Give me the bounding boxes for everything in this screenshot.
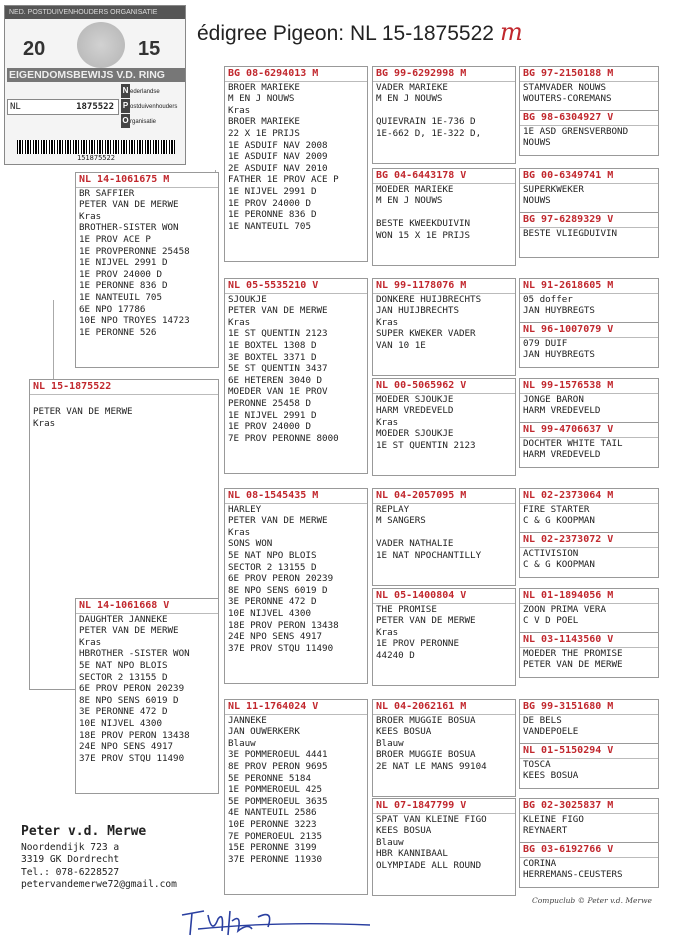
pigeon-info-line: ACTIVISION: [523, 547, 579, 559]
pigeon-g11: [519, 588, 659, 634]
badge-o: O: [121, 114, 130, 128]
pigeon-info-line: 18E PROV PERON 13438: [79, 729, 190, 741]
pigeon-ddd: [372, 798, 516, 896]
pigeon-sire-dam: [224, 278, 368, 474]
pigeon-info-line: 1E POMMEROEUL 425: [228, 784, 323, 796]
pigeon-info-line: NOUWS: [523, 137, 551, 149]
pigeon-info-line: WOUTERS-COREMANS: [523, 93, 612, 105]
pigeon-dam-dam: [224, 699, 368, 895]
pigeon-info-line: QUIEVRAIN 1E-736 D: [376, 116, 476, 128]
pigeon-info-line: C & G KOOPMAN: [523, 515, 595, 527]
pigeon-info-line: 6E HETEREN 3040 D: [228, 374, 323, 386]
pigeon-g4: [519, 212, 659, 258]
pigeon-info-line: JAN HUYBREGTS: [523, 305, 595, 317]
pigeon-info-line: 3E POMMEROEUL 4441: [228, 749, 328, 761]
pigeon-info-line: CORINA: [523, 857, 557, 869]
connector: [53, 300, 54, 385]
pigeon-info-line: PETER VAN DE MERWE: [228, 515, 328, 527]
pigeon-info-line: NOUWS: [523, 195, 551, 207]
pigeon-info-line: KEES BOSUA: [376, 825, 432, 837]
pigeon-info-line: SECTOR 2 13155 D: [228, 561, 317, 573]
pigeon-info-line: HERREMANS-CEUSTERS: [523, 869, 623, 881]
pigeon-info-line: Kras: [79, 210, 102, 222]
pigeon-info-line: 10E NIJVEL 4300: [79, 717, 162, 729]
ring-number: NL 02-2373064 M: [520, 489, 658, 504]
ring-year: 20: [23, 38, 46, 60]
pigeon-info-line: 1E NAT NPOCHANTILLY: [376, 549, 482, 561]
pigeon-info-line: 079 DUIF: [523, 337, 568, 349]
pigeon-info-line: 15E PERONNE 3199: [228, 842, 317, 854]
pigeon-info-line: BROER MUGGIE BOSUA: [376, 714, 476, 726]
pigeon-info-line: THE PROMISE: [376, 603, 437, 615]
pigeon-info-line: 1E PERONNE 836 D: [79, 280, 168, 292]
owner-email: petervandemerwe72@gmail.com: [21, 879, 177, 890]
pigeon-info-line: 1E PROV PERONNE: [376, 638, 459, 650]
pigeon-dam: [75, 598, 219, 794]
pigeon-info-line: PETER VAN DE MERWE: [79, 625, 179, 637]
pigeon-info-line: PETER VAN DE MERWE: [79, 199, 179, 211]
ring-number: NL 04-2057095 M: [373, 489, 515, 504]
pigeon-g15: [519, 798, 659, 844]
ring-number-row: [7, 99, 119, 115]
pigeon-info-line: Blauw: [376, 737, 404, 749]
ring-number: 1875522: [76, 102, 114, 112]
pigeon-info-line: 3E PERONNE 472 D: [79, 706, 168, 718]
pigeon-info-line: HBR KANNIBAAL: [376, 848, 448, 860]
ring-number: NL 07-1847799 V: [373, 799, 515, 814]
ring-number: NL 11-1764024 V: [225, 700, 367, 715]
pigeon-info-line: Kras: [79, 636, 102, 648]
ring-number: NL 01-5150294 V: [520, 744, 658, 759]
pigeon-info-line: 5E NAT NPO BLOIS: [79, 659, 168, 671]
pigeon-info-line: FIRE STARTER: [523, 503, 590, 515]
pigeon-info-line: BROTHER-SISTER WON: [79, 222, 179, 234]
pigeon-info-line: 3E BOXTEL 3371 D: [228, 351, 317, 363]
pigeon-info-line: 1E NANTEUIL 705: [79, 291, 162, 303]
ring-number: BG 00-6349741 M: [520, 169, 658, 184]
pigeon-info-line: DONKERE HUIJBRECHTS: [376, 293, 482, 305]
ring-number: NL 96-1007079 V: [520, 323, 658, 338]
pigeon-info-line: OLYMPIADE ALL ROUND: [376, 859, 482, 871]
ring-number: BG 02-3025837 M: [520, 799, 658, 814]
pigeon-info-line: 8E NPO SENS 6019 D: [79, 694, 179, 706]
pigeon-g7: [519, 378, 659, 424]
pigeon-info-line: 10E NPO TROYES 14723: [79, 315, 190, 327]
pigeon-info-line: 8E NPO SENS 6019 D: [228, 584, 328, 596]
pigeon-info-line: 10E PERONNE 3223: [228, 818, 317, 830]
pigeon-info-line: 24E NPO SENS 4917: [79, 741, 174, 753]
ring-number: NL 99-1178076 M: [373, 279, 515, 294]
ring-header: NED. POSTDUIVENHOUDERS ORGANISATIE: [5, 6, 185, 19]
pigeon-info-line: VADER NATHALIE: [376, 538, 454, 550]
owner-tel: Tel.: 078-6228527: [21, 866, 120, 878]
pigeon-info-line: M SANGERS: [376, 515, 426, 527]
ring-number: BG 97-2150188 M: [520, 67, 658, 82]
pigeon-info-line: HARM VREDEVELD: [523, 405, 601, 417]
badge-o-text: rganisatie: [130, 119, 157, 125]
pigeon-info-line: MOEDER VAN 1E PROV: [228, 386, 328, 398]
pigeon-info-line: 2E ASDUIF NAV 2010: [228, 162, 328, 174]
pigeon-ssd: [372, 168, 516, 266]
pigeon-info-line: 1E PROV 24000 D: [79, 268, 162, 280]
pigeon-info-line: VADER MARIEKE: [376, 81, 448, 93]
pigeon-info-line: ZOON PRIMA VERA: [523, 603, 606, 615]
ring-number: NL 02-2373072 V: [520, 533, 658, 548]
ring-barcode: [17, 140, 175, 154]
pigeon-info-line: C V D POEL: [523, 615, 579, 627]
pigeon-dds: [372, 699, 516, 797]
ring-barcode-number: 151875522: [77, 154, 115, 162]
pigeon-info-line: MOEDER MARIEKE: [376, 183, 454, 195]
pigeon-info-line: M EN J NOUWS: [228, 93, 295, 105]
pigeon-info-line: Kras: [228, 104, 251, 116]
ring-number: NL 03-1143560 V: [520, 633, 658, 648]
pigeon-info-line: 7E PROV PERONNE 8000: [228, 432, 339, 444]
pigeon-g9: [519, 488, 659, 534]
pigeon-info-line: JONGE BARON: [523, 393, 584, 405]
ring-number: NL 14-1061668 V: [76, 599, 218, 614]
pigeon-info-line: Kras: [376, 626, 399, 638]
pigeon-info-line: JAN OUWERKERK: [228, 726, 300, 738]
ring-number: BG 99-6292998 M: [373, 67, 515, 82]
pigeon-info-line: 44240 D: [376, 649, 415, 661]
pigeon-info-line: 6E PROV PERON 20239: [228, 573, 334, 585]
pigeon-info-line: BESTE VLIEGDUIVIN: [523, 227, 618, 239]
ring-number: BG 08-6294013 M: [225, 67, 367, 82]
pigeon-info-line: Kras: [228, 526, 251, 538]
pigeon-info-line: Blauw: [228, 737, 256, 749]
pigeon-info-line: MOEDER THE PROMISE: [523, 647, 623, 659]
title-text: édigree Pigeon: NL 15-1875522: [197, 22, 494, 45]
pigeon-info-line: Blauw: [376, 836, 404, 848]
signature-image: [178, 905, 378, 939]
pigeon-info-line: 1E-662 D, 1E-322 D,: [376, 127, 482, 139]
pigeon-info-line: SECTOR 2 13155 D: [79, 671, 168, 683]
ring-badges: [121, 84, 177, 129]
ring-number: NL 15-1875522: [30, 380, 218, 395]
pigeon-info-line: C & G KOOPMAN: [523, 559, 595, 571]
owner-address: Noordendijk 723 a: [21, 841, 120, 853]
ring-number: NL 91-2618605 M: [520, 279, 658, 294]
pigeon-info-line: SONS WON: [228, 538, 273, 550]
ring-number: NL 99-1576538 M: [520, 379, 658, 394]
pigeon-sire: [75, 172, 219, 368]
ring-number: NL 04-2062161 M: [373, 700, 515, 715]
pigeon-sds: [372, 278, 516, 376]
pigeon-dss: [372, 488, 516, 586]
owner-info: [21, 826, 177, 892]
pigeon-info-line: 3E PERONNE 472 D: [228, 596, 317, 608]
pigeon-info-line: 1E ASD GRENSVERBOND: [523, 125, 629, 137]
pigeon-info-line: DOCHTER WHITE TAIL: [523, 437, 623, 449]
ring-crest-icon: [77, 22, 125, 68]
pigeon-info-line: PERONNE 25458 D: [228, 397, 311, 409]
pigeon-info-line: MOEDER SJOUKJE: [376, 393, 454, 405]
pigeon-g1: [519, 66, 659, 112]
pigeon-info-line: 37E PERONNE 11930: [228, 853, 323, 865]
pigeon-info-line: KEES BOSUA: [523, 770, 579, 782]
pigeon-info-line: BROER MUGGIE BOSUA: [376, 749, 476, 761]
pigeon-info-line: PETER VAN DE MERWE: [33, 406, 133, 418]
pigeon-g6: [519, 322, 659, 368]
pigeon-info-line: 1E NANTEUIL 705: [228, 220, 311, 232]
pigeon-info-line: [373, 527, 515, 539]
pigeon-info-line: 6E PROV PERON 20239: [79, 683, 185, 695]
pigeon-info-line: 1E PROV ACE P: [79, 233, 151, 245]
pigeon-info-line: BESTE KWEEKDUIVIN: [376, 218, 471, 230]
ring-number: NL 08-1545435 M: [225, 489, 367, 504]
pigeon-info-line: 22 X 1E PRIJS: [228, 127, 300, 139]
pigeon-info-line: SUPER KWEKER VADER: [376, 328, 476, 340]
pigeon-info-line: Kras: [33, 417, 56, 429]
pigeon-info-line: 37E PROV STQU 11490: [228, 642, 334, 654]
pigeon-info-line: FATHER 1E PROV ACE P: [228, 174, 339, 186]
pigeon-info-line: 5E POMMEROEUL 3635: [228, 795, 328, 807]
ring-number: NL 01-1894056 M: [520, 589, 658, 604]
pigeon-info-line: 4E NANTEUIL 2586: [228, 807, 317, 819]
pigeon-info-line: 24E NPO SENS 4917: [228, 631, 323, 643]
pigeon-info-line: BROER MARIEKE: [228, 81, 300, 93]
pigeon-info-line: SUPERKWEKER: [523, 183, 584, 195]
pigeon-info-line: HARM VREDEVELD: [376, 405, 454, 417]
pigeon-info-line: 1E ST QUENTIN 2123: [228, 328, 328, 340]
pigeon-info-line: JANNEKE: [228, 714, 267, 726]
pigeon-info-line: 1E ASDUIF NAV 2009: [228, 151, 328, 163]
pigeon-info-line: [30, 395, 218, 407]
pigeon-info-line: 10E NIJVEL 4300: [228, 607, 311, 619]
ring-certificate: [4, 5, 186, 165]
pigeon-info-line: VAN 10 1E: [376, 339, 426, 351]
pigeon-info-line: 05 doffer: [523, 293, 573, 305]
ring-number: BG 98-6304927 V: [520, 111, 658, 126]
pigeon-info-line: JAN HUIJBRECHTS: [376, 305, 459, 317]
pigeon-info-line: 1E ST QUENTIN 2123: [376, 439, 476, 451]
pigeon-info-line: 5E NAT NPO BLOIS: [228, 549, 317, 561]
pigeon-info-line: Kras: [228, 316, 251, 328]
pigeon-info-line: 1E ASDUIF NAV 2008: [228, 139, 328, 151]
pigeon-g2: [519, 110, 659, 156]
pigeon-info-line: M EN J NOUWS: [376, 93, 443, 105]
title-handwritten-mark: m: [499, 18, 523, 46]
pigeon-info-line: WON 15 X 1E PRIJS: [376, 229, 471, 241]
pigeon-info-line: Kras: [376, 416, 399, 428]
pigeon-info-line: SPAT VAN KLEINE FIGO: [376, 813, 487, 825]
ring-number: NL 05-5535210 V: [225, 279, 367, 294]
pigeon-g14: [519, 743, 659, 789]
pigeon-info-line: REPLAY: [376, 503, 410, 515]
pigeon-info-line: 8E PROV PERON 9695: [228, 760, 328, 772]
pigeon-info-line: HBROTHER -SISTER WON: [79, 648, 190, 660]
pigeon-g3: [519, 168, 659, 214]
pigeon-info-line: 1E NIJVEL 2991 D: [79, 257, 168, 269]
pigeon-g12: [519, 632, 659, 678]
ring-year-right: 15: [138, 38, 161, 60]
signature-drawing: [178, 905, 378, 939]
pigeon-info-line: PETER VAN DE MERWE: [228, 305, 328, 317]
badge-n-text: ederlandse: [130, 89, 160, 95]
pigeon-info-line: KLEINE FIGO: [523, 813, 584, 825]
footer-credit: Compuclub © Peter v.d. Merwe: [532, 896, 652, 905]
pigeon-info-line: 37E PROV STQU 11490: [79, 752, 185, 764]
pigeon-info-line: JAN HUYBREGTS: [523, 349, 595, 361]
pigeon-info-line: 1E PERONNE 836 D: [228, 209, 317, 221]
pigeon-g8: [519, 422, 659, 468]
ring-number: NL 99-4706637 V: [520, 423, 658, 438]
ring-country: NL: [10, 102, 21, 112]
pigeon-sire-sire: [224, 66, 368, 262]
pigeon-dsd: [372, 588, 516, 686]
pigeon-info-line: 7E POMEROEUL 2135: [228, 830, 323, 842]
ring-number: BG 04-6443178 V: [373, 169, 515, 184]
pigeon-info-line: [373, 207, 515, 219]
pigeon-info-line: HARLEY: [228, 503, 262, 515]
pigeon-info-line: BROER MARIEKE: [228, 116, 300, 128]
pigeon-info-line: STAMVADER NOUWS: [523, 81, 606, 93]
pigeon-info-line: TOSCA: [523, 758, 551, 770]
pigeon-g10: [519, 532, 659, 578]
pigeon-info-line: 5E PERONNE 5184: [228, 772, 311, 784]
pigeon-info-line: 2E NAT LE MANS 99104: [376, 760, 487, 772]
pigeon-sdd: [372, 378, 516, 476]
pigeon-info-line: KEES BOSUA: [376, 726, 432, 738]
badge-p-text: ostduivenhouders: [130, 104, 178, 110]
ring-number: BG 03-6192766 V: [520, 843, 658, 858]
pigeon-info-line: 1E BOXTEL 1308 D: [228, 339, 317, 351]
pigeon-info-line: PETER VAN DE MERWE: [523, 659, 623, 671]
pigeon-info-line: PETER VAN DE MERWE: [376, 615, 476, 627]
owner-name: Peter v.d. Merwe: [21, 824, 147, 839]
ring-number: NL 00-5065962 V: [373, 379, 515, 394]
pigeon-info-line: 5E ST QUENTIN 3437: [228, 363, 328, 375]
ring-number: BG 97-6289329 V: [520, 213, 658, 228]
pigeon-info-line: 1E NIJVEL 2991 D: [228, 185, 317, 197]
pigeon-g5: [519, 278, 659, 324]
pigeon-info-line: BR SAFFIER: [79, 187, 135, 199]
pigeon-info-line: 6E NPO 17786: [79, 303, 146, 315]
pigeon-info-line: 18E PROV PERON 13438: [228, 619, 339, 631]
pigeon-info-line: DAUGHTER JANNEKE: [79, 613, 168, 625]
pigeon-info-line: 1E NIJVEL 2991 D: [228, 409, 317, 421]
pigeon-sss: [372, 66, 516, 164]
pigeon-info-line: 1E PROV 24000 D: [228, 421, 311, 433]
badge-p: P: [121, 99, 130, 113]
ring-number: BG 99-3151680 M: [520, 700, 658, 715]
badge-n: N: [121, 84, 130, 98]
pigeon-info-line: Kras: [376, 316, 399, 328]
pigeon-info-line: [373, 105, 515, 117]
pigeon-info-line: M EN J NOUWS: [376, 195, 443, 207]
pigeon-info-line: SJOUKJE: [228, 293, 267, 305]
pigeon-dam-sire: [224, 488, 368, 684]
owner-city: 3319 GK Dordrecht: [21, 854, 120, 865]
ring-number: NL 05-1400804 V: [373, 589, 515, 604]
pigeon-g16: [519, 842, 659, 888]
pigeon-info-line: REYNAERT: [523, 825, 568, 837]
ring-label: EIGENDOMSBEWIJS V.D. RING: [7, 68, 185, 82]
ring-number: NL 14-1061675 M: [76, 173, 218, 188]
pigeon-info-line: 1E PERONNE 526: [79, 326, 157, 338]
pigeon-info-line: 1E PROV 24000 D: [228, 197, 311, 209]
pigeon-g13: [519, 699, 659, 745]
pigeon-info-line: DE BELS: [523, 714, 562, 726]
pigeon-info-line: MOEDER SJOUKJE: [376, 428, 454, 440]
page-title: [197, 18, 523, 46]
pigeon-info-line: HARM VREDEVELD: [523, 449, 601, 461]
pigeon-info-line: 1E PROVPERONNE 25458: [79, 245, 190, 257]
pigeon-info-line: VANDEPOELE: [523, 726, 579, 738]
